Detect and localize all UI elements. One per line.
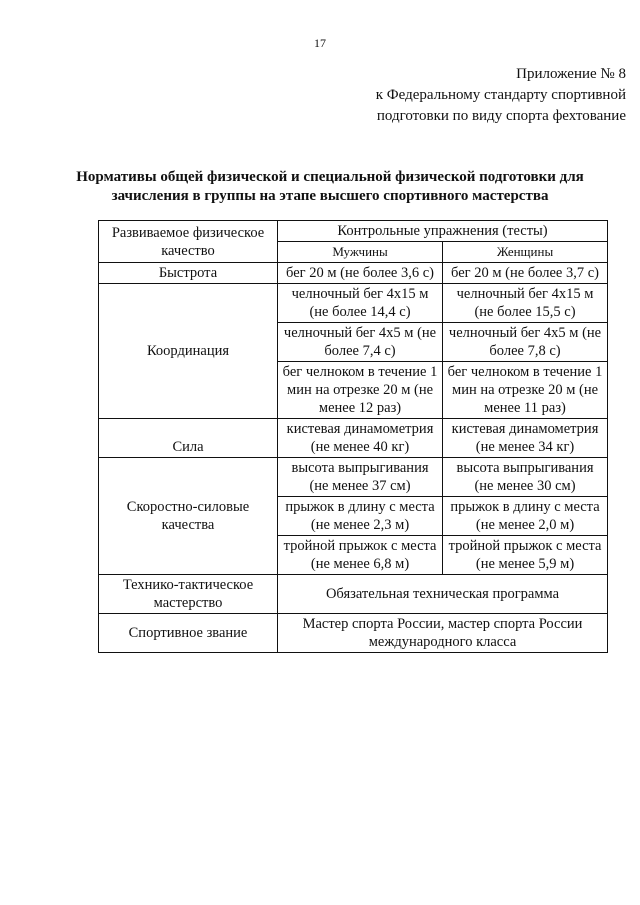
women-norm: прыжок в длину с места (не менее 2,0 м)	[443, 497, 608, 536]
women-norm: тройной прыжок с места (не менее 5,9 м)	[443, 536, 608, 575]
table-row	[99, 575, 608, 614]
rank-value: Мастер спорта России, мастер спорта России международного класса	[278, 614, 608, 653]
header-quality: Развиваемое физическое качество	[99, 221, 278, 263]
men-norm: челночный бег 4х15 м (не более 14,4 с)	[278, 284, 443, 323]
appendix-line-3: подготовки по виду спорта фехтование	[376, 108, 626, 124]
table-row	[99, 284, 608, 323]
women-norm: кистевая динамометрия (не менее 34 кг)	[443, 419, 608, 458]
page-number: 17	[314, 36, 326, 50]
men-norm: челночный бег 4х5 м (не более 7,4 с)	[278, 323, 443, 362]
header-women: Женщины	[443, 242, 608, 263]
women-norm: бег 20 м (не более 3,7 с)	[443, 263, 608, 284]
program-value: Обязательная техническая программа	[278, 575, 608, 614]
table-row	[99, 614, 608, 653]
table-row	[99, 419, 608, 458]
table-row	[99, 263, 608, 284]
quality-label: Быстрота	[99, 263, 278, 284]
header-men: Мужчины	[278, 242, 443, 263]
men-norm: бег челноком в течение 1 мин на отрезке 20 м (не менее 12 раз)	[278, 362, 443, 419]
quality-label: Координация	[99, 284, 278, 419]
appendix-line-2: к Федеральному стандарту спортивной	[375, 87, 626, 103]
appendix-line-1: Приложение № 8	[516, 66, 626, 82]
men-norm: высота выпрыгивания (не менее 37 см)	[278, 458, 443, 497]
men-norm: тройной прыжок с места (не менее 6,8 м)	[278, 536, 443, 575]
document-title	[60, 168, 600, 206]
quality-label: Технико-тактическое мастерство	[99, 575, 278, 614]
women-norm: высота выпрыгивания (не менее 30 см)	[443, 458, 608, 497]
title-line-2: зачисления в группы на этапе высшего спортивного мастерства	[111, 188, 549, 204]
men-norm: бег 20 м (не более 3,6 с)	[278, 263, 443, 284]
quality-label: Скоростно-силовые качества	[99, 458, 278, 575]
quality-label: Сила	[99, 419, 278, 458]
quality-label: Спортивное звание	[99, 614, 278, 653]
table-header-row	[99, 221, 608, 242]
header-tests: Контрольные упражнения (тесты)	[278, 221, 608, 242]
women-norm: бег челноком в течение 1 мин на отрезке 20 м (не менее 11 раз)	[443, 362, 608, 419]
men-norm: прыжок в длину с места (не менее 2,3 м)	[278, 497, 443, 536]
title-line-1: Нормативы общей физической и специальной физической подготовки для	[76, 169, 584, 185]
standards-table	[98, 220, 608, 653]
women-norm: челночный бег 4х15 м (не более 15,5 с)	[443, 284, 608, 323]
appendix-note	[326, 64, 626, 127]
men-norm: кистевая динамометрия (не менее 40 кг)	[278, 419, 443, 458]
women-norm: челночный бег 4х5 м (не более 7,8 с)	[443, 323, 608, 362]
table-row	[99, 458, 608, 497]
